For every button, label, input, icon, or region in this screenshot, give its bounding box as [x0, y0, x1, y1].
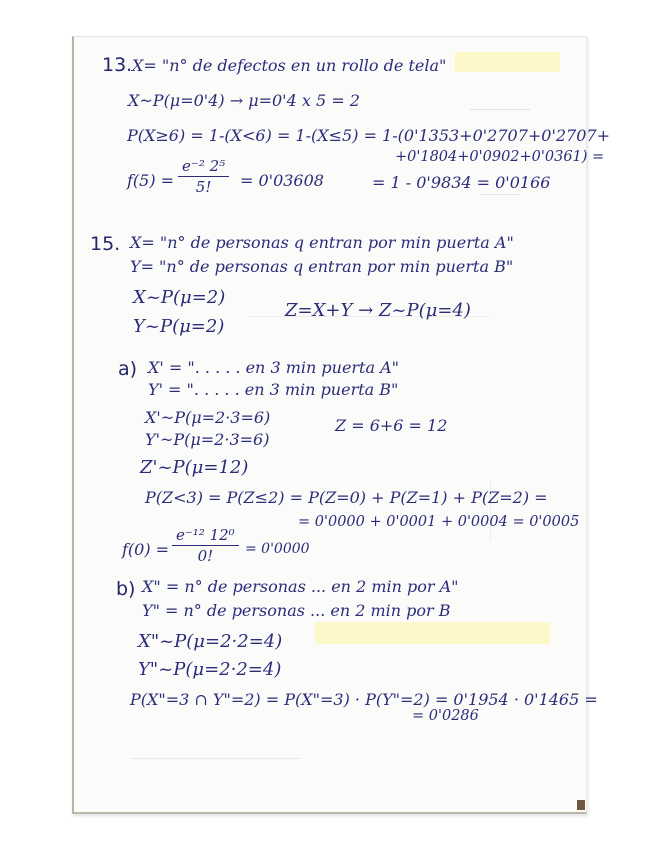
part-a-pmf-value: = 0'0000	[245, 541, 310, 557]
page-corner-mark	[577, 800, 585, 810]
problem-13-definition: X= "n° de defectos en un rollo de tela"	[132, 56, 447, 75]
part-b-probability: P(X"=3 ∩ Y"=2) = P(X"=3) · P(Y"=2) = 0'1954 · 0'1465 =	[130, 690, 598, 709]
bleed-through-mark	[470, 95, 530, 110]
part-b-x-distribution: X"~P(μ=2·2=4)	[138, 631, 283, 652]
problem-15-x-definition: X= "n° de personas q entran por min puerta A"	[130, 233, 514, 252]
problem-15-x-distribution: X~P(μ=2)	[133, 287, 226, 308]
part-a-pmf-label: f(0) =	[122, 540, 170, 559]
part-a-x-distribution: X'~P(μ=2·3=6)	[145, 408, 271, 427]
part-a-probability-value: = 0'0000 + 0'0001 + 0'0004 = 0'0005	[298, 514, 580, 530]
highlighter-mark	[315, 622, 550, 644]
problem-13-pmf-numerator: e⁻² 2⁵	[182, 157, 226, 175]
part-b-label: b)	[116, 578, 136, 600]
part-a-pmf-fraction	[172, 526, 239, 565]
problem-13-pmf-denominator: 5!	[195, 178, 212, 196]
part-b-probability-value: = 0'0286	[412, 708, 479, 724]
problem-13-pmf-value: = 0'03608	[240, 171, 324, 190]
part-a-z-sum: Z = 6+6 = 12	[335, 416, 448, 435]
erased-formula-mark	[130, 728, 300, 759]
problem-15-z-definition: Z=X+Y → Z~P(μ=4)	[285, 300, 471, 321]
problem-13-distribution: X~P(μ=0'4) → μ=0'4 x 5 = 2	[128, 91, 360, 110]
part-a-label: a)	[118, 358, 138, 380]
problem-15-y-definition: Y= "n° de personas q entran por min puerta B"	[130, 257, 514, 276]
part-b-y-definition: Y" = n° de personas ... en 2 min por B	[142, 601, 451, 620]
part-a-pmf-denominator: 0!	[197, 547, 214, 565]
highlighter-mark	[455, 52, 560, 72]
problem-15-number: 15.	[90, 233, 121, 255]
part-b-y-distribution: Y"~P(μ=2·2=4)	[138, 659, 282, 680]
part-a-pmf-numerator: e⁻¹² 12⁰	[176, 526, 235, 544]
part-a-z-distribution: Z'~P(μ=12)	[140, 457, 249, 478]
fraction-bar	[172, 545, 239, 546]
part-b-x-definition: X" = n° de personas ... en 2 min por A"	[142, 577, 459, 596]
problem-13-pmf-fraction	[178, 157, 229, 196]
problem-13-result: = 1 - 0'9834 = 0'0166	[372, 173, 551, 192]
problem-13-pmf-label: f(5) =	[127, 171, 175, 190]
fraction-bar	[178, 176, 229, 177]
part-a-probability: P(Z<3) = P(Z≤2) = P(Z=0) + P(Z=1) + P(Z=2) =	[145, 488, 548, 507]
problem-15-y-distribution: Y~P(μ=2)	[133, 316, 225, 337]
problem-13-probability-continued: +0'1804+0'0902+0'0361) =	[395, 149, 605, 165]
part-a-x-definition: X' = ". . . . . en 3 min puerta A"	[148, 358, 400, 377]
problem-13-probability: P(X≥6) = 1-(X<6) = 1-(X≤5) = 1-(0'1353+0'2707+0'2707+	[127, 126, 610, 145]
part-a-y-definition: Y' = ". . . . . en 3 min puerta B"	[148, 380, 399, 399]
part-a-y-distribution: Y'~P(μ=2·3=6)	[145, 430, 270, 449]
problem-13-number: 13.	[102, 54, 133, 76]
